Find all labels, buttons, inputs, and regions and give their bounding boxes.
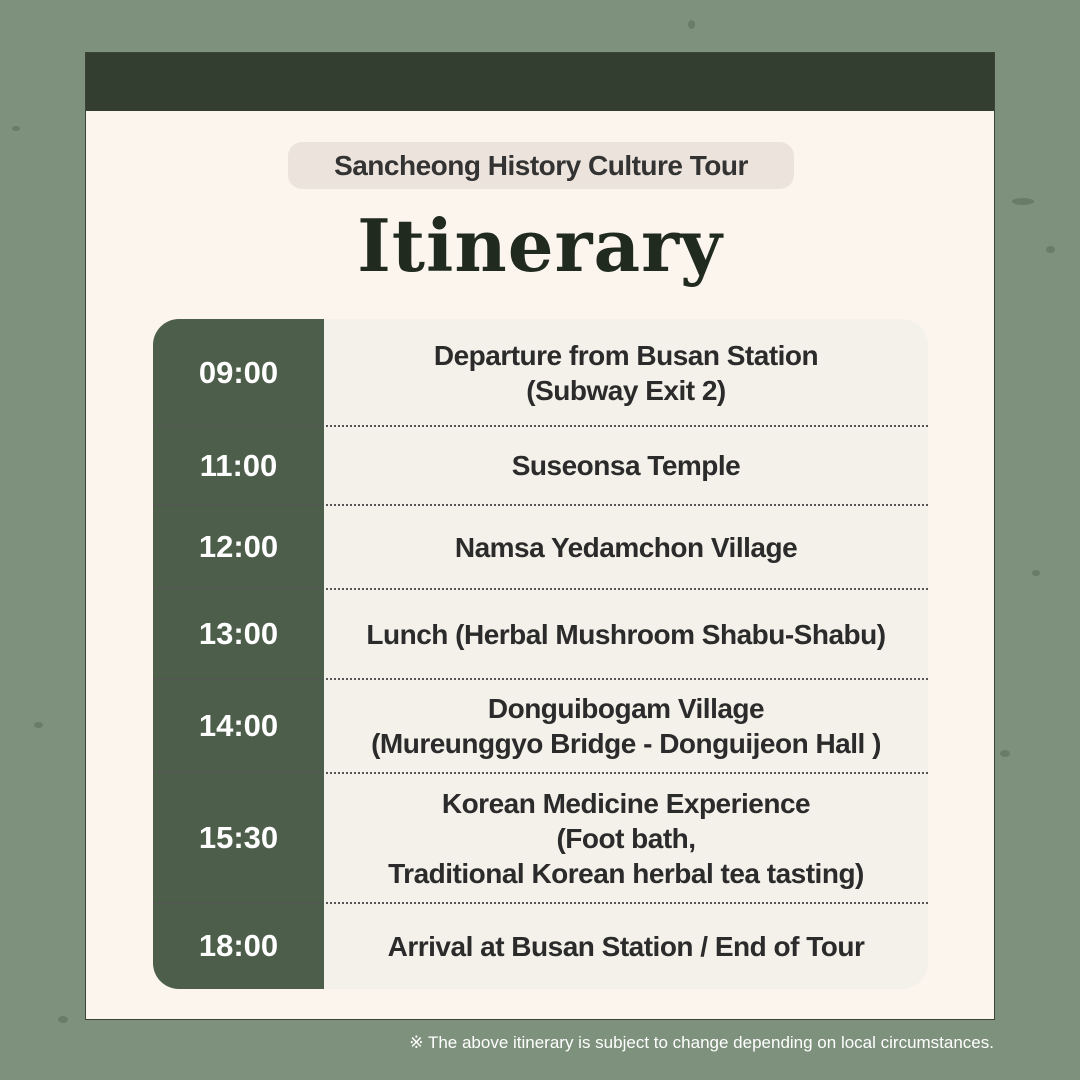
schedule-event-line: Lunch (Herbal Mushroom Shabu-Shabu): [366, 618, 886, 650]
background-speck: [1000, 750, 1010, 757]
schedule-table: [153, 319, 928, 989]
schedule-event-line: (Subway Exit 2): [526, 374, 726, 406]
schedule-event-line: Departure from Busan Station: [433, 339, 819, 371]
schedule-event-line: Arrival at Busan Station / End of Tour: [387, 930, 865, 962]
schedule-event-line: Suseonsa Temple: [511, 450, 741, 481]
background-speck: [1032, 570, 1040, 576]
schedule-row: [153, 589, 928, 679]
schedule-event: [324, 903, 928, 989]
schedule-time: 09:00: [153, 319, 324, 426]
row-divider: [153, 772, 928, 774]
schedule-event-line: Traditional Korean herbal tea tasting): [388, 857, 864, 889]
schedule-row: [153, 903, 928, 989]
schedule-event: [324, 505, 928, 589]
tour-name-badge: Sancheong History Culture Tour: [288, 142, 794, 189]
row-divider: [153, 588, 928, 590]
schedule-event: [324, 679, 928, 773]
schedule-event-line: (Mureunggyo Bridge - Donguijeon Hall ): [371, 728, 881, 759]
row-divider: [153, 678, 928, 680]
schedule-time: 13:00: [153, 589, 324, 679]
background-speck: [1046, 246, 1055, 253]
page-title: Itinerary: [357, 203, 723, 288]
schedule-time: 15:30: [153, 773, 324, 903]
schedule-event: [324, 426, 928, 505]
row-divider: [153, 425, 928, 427]
background-speck: [1012, 198, 1034, 205]
background-speck: [688, 20, 695, 29]
schedule-event-line: Donguibogam Village: [487, 693, 765, 724]
row-divider: [153, 902, 928, 904]
schedule-event: [324, 589, 928, 679]
schedule-row: [153, 679, 928, 773]
schedule-row: [153, 426, 928, 505]
schedule-time: 12:00: [153, 505, 324, 589]
schedule-time: 11:00: [153, 426, 324, 505]
schedule-row: [153, 505, 928, 589]
background-speck: [34, 722, 43, 728]
row-divider: [153, 504, 928, 506]
schedule-row: [153, 319, 928, 426]
schedule-event-line: (Foot bath,: [556, 822, 696, 854]
schedule-time: 18:00: [153, 903, 324, 989]
schedule-event-line: Namsa Yedamchon Village: [454, 531, 798, 563]
background-speck: [12, 126, 20, 131]
schedule-event-line: Korean Medicine Experience: [441, 787, 811, 819]
schedule-time: 14:00: [153, 679, 324, 773]
background-speck: [58, 1016, 68, 1023]
schedule-event: [324, 773, 928, 903]
schedule-event: [324, 319, 928, 426]
schedule-row: [153, 773, 928, 903]
card-header-bar: [86, 53, 994, 111]
footnote: ※ The above itinerary is subject to change depending on local circumstances.: [409, 1033, 994, 1052]
itinerary-card: [85, 52, 995, 1020]
